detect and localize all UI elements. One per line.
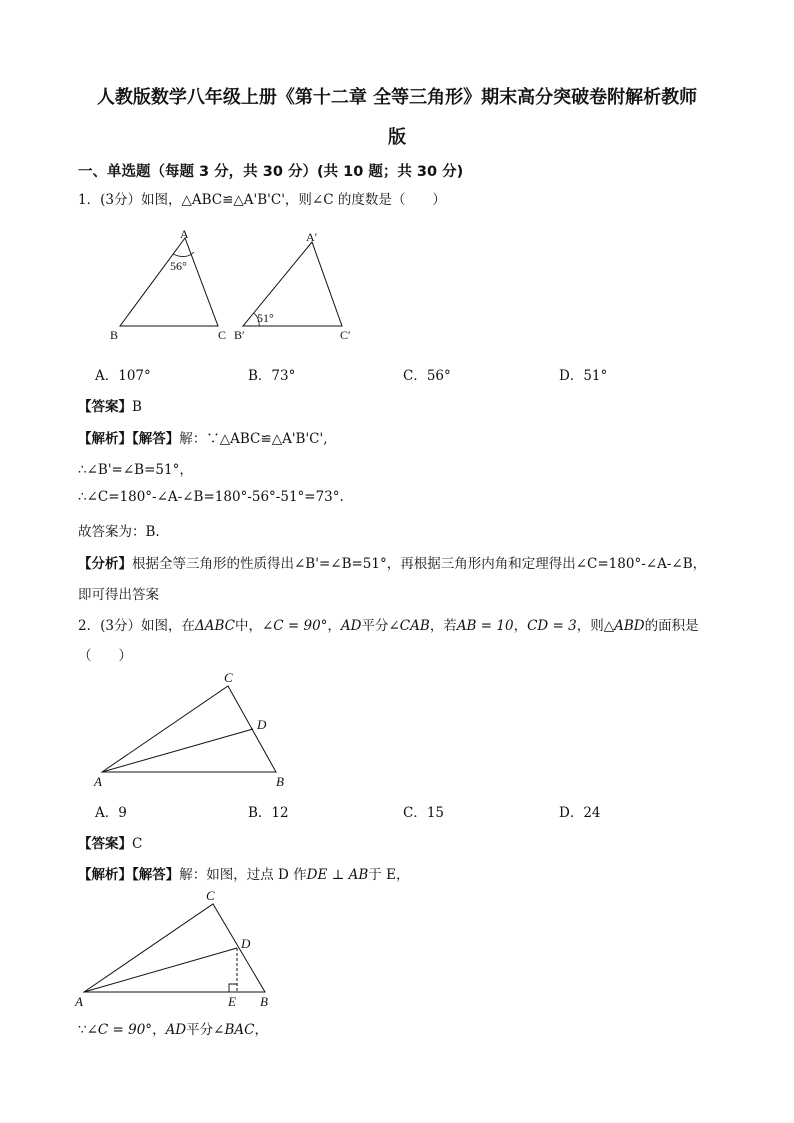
- q2-last-angle-bac: ∠BAC: [213, 1022, 255, 1038]
- q2-analysis-tag: 【解析】【解答】: [78, 867, 180, 883]
- q2-stem: [78, 614, 699, 634]
- q1-analysis-3: ∴∠C=180°-∠A-∠B=180°-56°-51°=73°.: [78, 489, 344, 505]
- q1-label-a: A: [180, 227, 189, 241]
- q2-analysis: [78, 863, 409, 883]
- q2-stem-text: ，: [513, 618, 528, 634]
- q1-option-d: D．51°: [559, 368, 608, 384]
- q2-stem-text: ，: [327, 618, 341, 634]
- q1-angle-b: 51°: [257, 311, 274, 325]
- q1-note-tag: 【分析】: [78, 556, 132, 572]
- q2-last-text: ，: [254, 1022, 268, 1038]
- q1-answer-tag: 【答案】: [78, 399, 132, 415]
- q1-label-a-prime: A′: [306, 230, 318, 244]
- q1-figure: [100, 228, 370, 348]
- document-title: [70, 78, 724, 158]
- q2-stem-angle-cab: ∠CAB: [388, 618, 430, 634]
- q2-sol-label-c: C: [206, 888, 215, 903]
- q1-answer: [78, 395, 142, 415]
- q2-last-ad: AD: [165, 1022, 187, 1038]
- q2-last-text: ∵: [78, 1022, 87, 1038]
- q2-label-b: B: [276, 774, 284, 789]
- title-line-2: 版: [388, 127, 406, 148]
- q2-option-a: A．9: [95, 805, 127, 821]
- title-line-1: 人教版数学八年级上册《第十二章 全等三角形》期末高分突破卷附解析教师: [96, 87, 698, 108]
- q2-figure: [92, 670, 292, 790]
- q2-answer-value: C: [132, 836, 143, 852]
- q2-last-text: 平分: [186, 1022, 214, 1038]
- q1-stem: 1．(3分）如图，△ABC≌△A'B'C'，则∠C 的度数是（ ）: [78, 192, 446, 208]
- q2-option-b: B．12: [248, 805, 289, 821]
- q1-option-c: C．56°: [403, 368, 451, 384]
- q1-analysis-1: [78, 427, 328, 447]
- q2-stem-ad: AD: [340, 618, 362, 634]
- q2-analysis-de: DE ⊥ AB: [306, 867, 369, 883]
- q1-note-2: 即可得出答案: [78, 587, 159, 603]
- q1-label-b: B: [110, 328, 119, 342]
- q1-analysis-text-1: 解：∵△ABC≌△A'B'C',: [179, 431, 328, 447]
- q1-analysis-tag: 【解析】【解答】: [78, 431, 180, 447]
- q1-label-c-prime: C′: [340, 328, 351, 342]
- q1-label-c: C: [218, 328, 227, 342]
- q1-option-a: A．107°: [95, 368, 151, 384]
- q2-last-angle-c: ∠C = 90°: [86, 1022, 153, 1038]
- q2-stem-paren: （ ）: [78, 648, 132, 664]
- q2-stem-triangle: ΔABC: [194, 618, 235, 634]
- q2-stem-text: 平分: [361, 618, 389, 634]
- q2-stem-angle-c: ∠C = 90°: [261, 618, 328, 634]
- q1-answer-value: B: [132, 399, 142, 415]
- q2-stem-abd: △ABD: [603, 618, 645, 634]
- q2-option-c: C．15: [403, 805, 445, 821]
- q2-answer: [78, 832, 142, 852]
- q1-analysis-4: 故答案为：B.: [78, 524, 160, 540]
- q2-last-line: [78, 1018, 268, 1038]
- q2-sol-label-b: B: [260, 994, 268, 1009]
- q1-option-b: B．73°: [248, 368, 296, 384]
- q2-stem-text: ，若: [429, 618, 457, 634]
- q2-solution-figure: [72, 886, 282, 1011]
- q2-sol-label-d: D: [241, 936, 251, 951]
- q2-option-d: D．24: [559, 805, 601, 821]
- q1-angle-a: 56°: [170, 259, 187, 273]
- q1-note-1: [78, 552, 706, 572]
- q2-analysis-text: 解：如图，过点 D 作: [179, 867, 307, 883]
- q2-stem-cd: CD = 3: [527, 618, 577, 634]
- q2-stem-text: ，则: [576, 618, 604, 634]
- q2-analysis-text: 于 E，: [368, 867, 410, 883]
- q2-stem-ab: AB = 10: [456, 618, 514, 634]
- q2-label-c: C: [224, 670, 233, 685]
- q2-stem-pre: 2．(3分）如图，在: [78, 618, 195, 634]
- section-heading: 一、单选题（每题 3 分，共 30 分）(共 10 题；共 30 分): [78, 164, 464, 180]
- q1-analysis-2: ∴∠B'=∠B=51°，: [78, 462, 193, 478]
- q2-answer-tag: 【答案】: [78, 836, 132, 852]
- q1-note-text-1: 根据全等三角形的性质得出∠B'=∠B=51°，再根据三角形内角和定理得出∠C=180°-∠A-∠B，: [132, 556, 707, 572]
- q2-sol-label-a: A: [75, 994, 83, 1009]
- q1-label-b-prime: B′: [234, 328, 245, 342]
- q2-label-a: A: [94, 774, 102, 789]
- q2-label-d: D: [257, 717, 267, 732]
- q2-stem-text: 的面积是: [644, 618, 699, 634]
- q2-last-text: ，: [152, 1022, 166, 1038]
- q2-sol-label-e: E: [228, 994, 236, 1009]
- q2-stem-text: 中，: [234, 618, 262, 634]
